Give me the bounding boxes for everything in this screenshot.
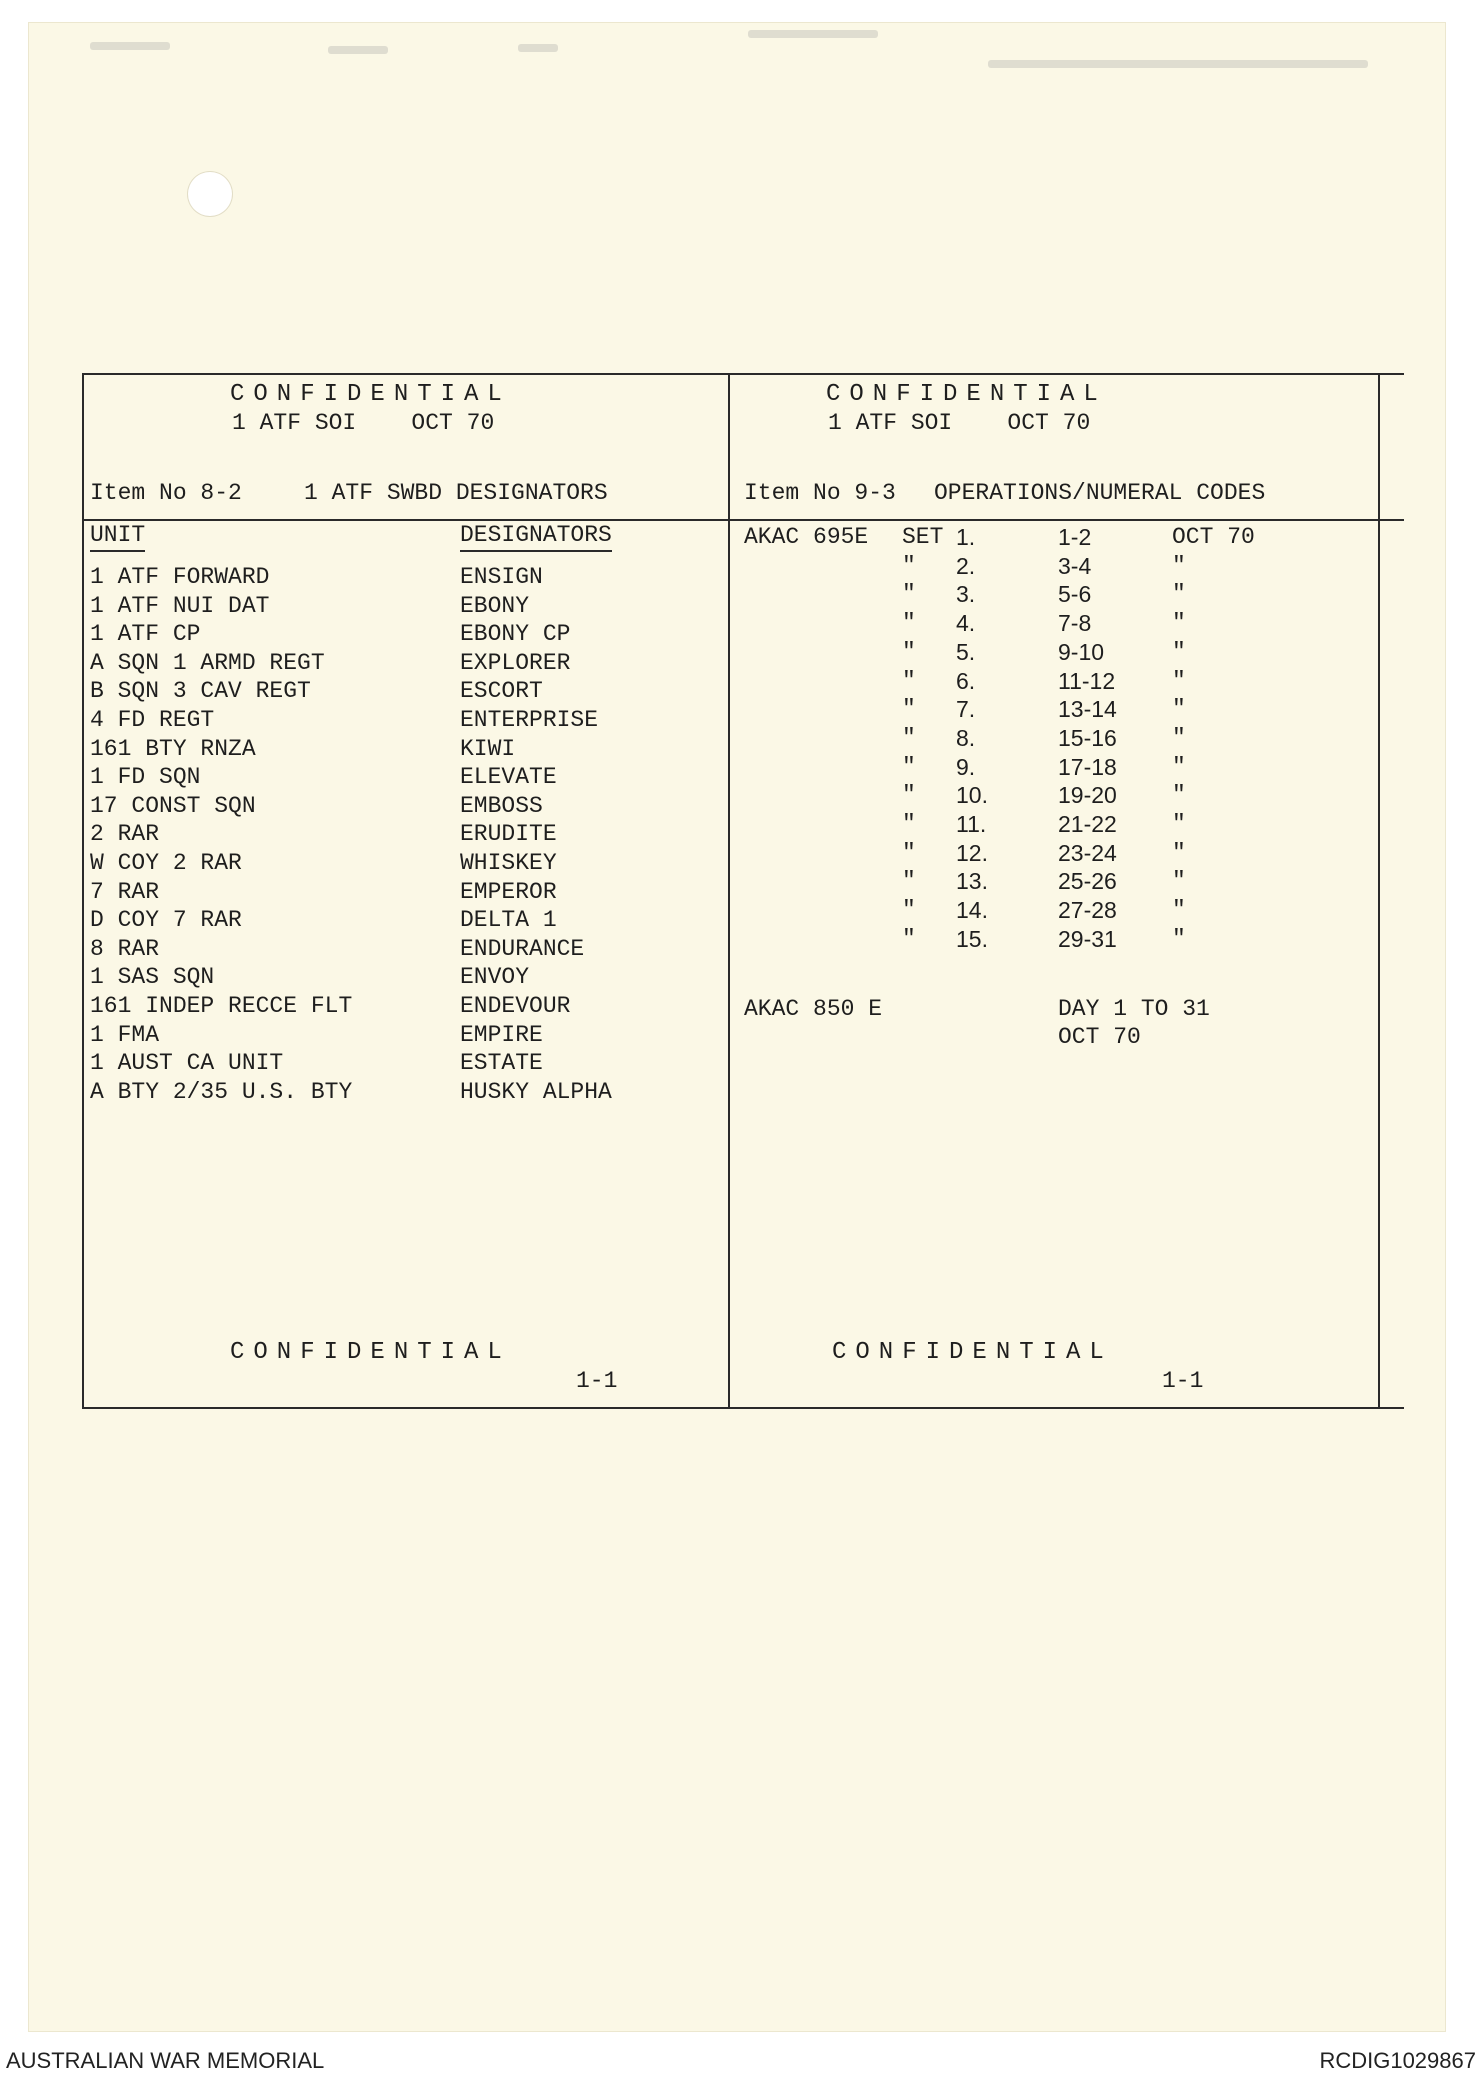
set-number: 5. (956, 638, 976, 665)
day-range: 27-28 (1058, 897, 1117, 924)
right-confidential-top: CONFIDENTIAL (826, 381, 1107, 408)
ditto-mark: " (902, 696, 916, 723)
designator-cell: KIWI (460, 735, 516, 762)
day-range: 7-8 (1058, 610, 1092, 637)
day-range: 19-20 (1058, 782, 1117, 809)
designator-cell: HUSKY ALPHA (460, 1078, 612, 1105)
unit-cell: B SQN 3 CAV REGT (90, 678, 311, 705)
right-confidential-bottom: CONFIDENTIAL (832, 1339, 1113, 1366)
month-cell: " (1172, 782, 1186, 809)
top-rule (82, 373, 1404, 375)
unit-cell: 2 RAR (90, 821, 160, 848)
day-range: 29-31 (1058, 925, 1117, 952)
designator-cell: ENTERPRISE (460, 707, 599, 733)
designator-cell: WHISKEY (460, 850, 557, 876)
footer-id: RCDIG1029867 (1319, 2048, 1476, 2073)
unit-cell: 4 FD REGT (90, 707, 215, 733)
unit-cell: 1 AUST CA UNIT (90, 1050, 284, 1077)
designator-cell: EMBOSS (460, 792, 543, 819)
set-number: 13. (956, 868, 988, 895)
designator-cell: ENDEVOUR (460, 993, 571, 1019)
bottom-rule (82, 1407, 1404, 1409)
unit-cell: 1 ATF NUI DAT (90, 592, 270, 619)
ditto-mark: " (902, 610, 916, 637)
code-akac-850e: AKAC 850 E (744, 996, 883, 1022)
month-cell: " (1172, 667, 1186, 694)
top-edge-smudge (90, 42, 170, 50)
month-cell: " (1172, 581, 1186, 608)
designator-cell: EBONY (460, 592, 530, 619)
month-cell: " (1172, 610, 1186, 637)
month-cell: " (1172, 897, 1186, 924)
code-850e-month: OCT 70 (1058, 1024, 1141, 1050)
set-number: 10. (956, 782, 988, 809)
day-range: 3-4 (1058, 552, 1092, 579)
unit-cell: A SQN 1 ARMD REGT (90, 649, 325, 676)
unit-cell: 1 ATF FORWARD (90, 564, 270, 590)
designator-cell: EBONY CP (460, 621, 571, 648)
set-number: 14. (956, 897, 988, 924)
soi-form (82, 373, 1404, 1409)
designator-cell: EMPEROR (460, 878, 557, 905)
right-border (1378, 373, 1380, 1409)
month-cell: OCT 70 (1172, 524, 1255, 550)
day-range: 25-26 (1058, 868, 1117, 895)
unit-cell: 1 FD SQN (90, 764, 201, 791)
set-number: 8. (956, 724, 976, 751)
top-edge-smudge (988, 60, 1368, 68)
left-confidential-top: CONFIDENTIAL (230, 381, 511, 408)
month-cell: " (1172, 868, 1186, 895)
ditto-mark: " (902, 925, 916, 952)
ditto-mark: " (902, 638, 916, 665)
right-soi-line: 1 ATF SOI OCT 70 (828, 410, 1091, 436)
ditto-mark: " (902, 753, 916, 780)
unit-cell: 161 INDEP RECCE FLT (90, 993, 353, 1019)
right-item-no: Item No 9-3 (744, 480, 896, 506)
designator-cell: EMPIRE (460, 1021, 543, 1048)
designator-cell: EXPLORER (460, 649, 571, 676)
set-number: 15. (956, 925, 988, 952)
unit-cell: 8 RAR (90, 935, 160, 962)
unit-cell: 1 ATF CP (90, 621, 201, 648)
set-number: 2. (956, 552, 976, 579)
unit-cell: 161 BTY RNZA (90, 735, 256, 762)
center-divider (728, 373, 730, 1409)
set-number: 9. (956, 753, 976, 780)
designator-cell: ELEVATE (460, 764, 557, 791)
ditto-mark: " (902, 811, 916, 837)
top-edge-smudge (328, 46, 388, 54)
month-cell: " (1172, 552, 1186, 579)
left-item-no: Item No 8-2 (90, 480, 242, 506)
left-border (82, 373, 84, 1409)
code-850e-days: DAY 1 TO 31 (1058, 996, 1210, 1022)
unit-cell: 17 CONST SQN (90, 792, 256, 819)
month-cell: " (1172, 839, 1186, 866)
day-range: 5-6 (1058, 581, 1092, 608)
set-number: 3. (956, 581, 976, 608)
day-range: 1-2 (1058, 524, 1092, 550)
day-range: 17-18 (1058, 753, 1117, 780)
unit-header: UNIT (90, 521, 145, 552)
top-edge-smudge (518, 44, 558, 52)
month-cell: " (1172, 638, 1186, 665)
ditto-mark: " (902, 581, 916, 608)
right-page-no: 1-1 (1162, 1368, 1204, 1394)
day-range: 11-12 (1058, 667, 1116, 694)
designator-cell: ESCORT (460, 678, 543, 705)
punch-hole (188, 172, 232, 216)
left-item-title: 1 ATF SWBD DESIGNATORS (304, 480, 608, 506)
unit-cell: W COY 2 RAR (90, 850, 242, 876)
set-number: 4. (956, 610, 976, 637)
set-number: 1. (956, 524, 976, 550)
designator-cell: ENSIGN (460, 564, 543, 590)
left-page-no: 1-1 (576, 1368, 618, 1394)
set-number: 12. (956, 839, 988, 866)
code-akac-695e: AKAC 695E (744, 524, 869, 550)
left-confidential-bottom: CONFIDENTIAL (230, 1339, 511, 1366)
designator-cell: ERUDITE (460, 821, 557, 848)
unit-cell: 1 SAS SQN (90, 964, 215, 991)
unit-cell: 1 FMA (90, 1021, 160, 1048)
month-cell: " (1172, 811, 1186, 837)
designator-cell: ESTATE (460, 1050, 543, 1077)
designator-cell: ENDURANCE (460, 935, 585, 962)
day-range: 9-10 (1058, 638, 1105, 665)
day-range: 23-24 (1058, 839, 1117, 866)
designator-cell: ENVOY (460, 964, 530, 991)
footer-source: AUSTRALIAN WAR MEMORIAL (6, 2048, 325, 2073)
ditto-mark: " (902, 724, 916, 751)
month-cell: " (1172, 696, 1186, 723)
day-range: 21-22 (1058, 811, 1117, 837)
designator-cell: DELTA 1 (460, 907, 557, 934)
right-item-title: OPERATIONS/NUMERAL CODES (934, 480, 1266, 506)
set-number: 7. (956, 696, 976, 723)
ditto-mark: " (902, 552, 916, 579)
day-range: 13-14 (1058, 696, 1117, 723)
ditto-mark: " (902, 667, 916, 694)
ditto-mark: " (902, 782, 916, 809)
unit-cell: D COY 7 RAR (90, 907, 242, 934)
month-cell: " (1172, 753, 1186, 780)
ditto-mark: " (902, 839, 916, 866)
month-cell: " (1172, 724, 1186, 751)
month-cell: " (1172, 925, 1186, 952)
set-number: 6. (956, 667, 976, 694)
ditto-mark: " (902, 868, 916, 895)
set-number: 11. (956, 811, 987, 837)
designators-header: DESIGNATORS (460, 521, 612, 552)
left-soi-line: 1 ATF SOI OCT 70 (232, 410, 495, 436)
day-range: 15-16 (1058, 724, 1117, 751)
header-rule (82, 519, 1404, 521)
unit-cell: 7 RAR (90, 878, 160, 905)
ditto-mark: " (902, 897, 916, 924)
top-edge-smudge (748, 30, 878, 38)
unit-cell: A BTY 2/35 U.S. BTY (90, 1078, 353, 1105)
set-label: SET (902, 524, 944, 550)
